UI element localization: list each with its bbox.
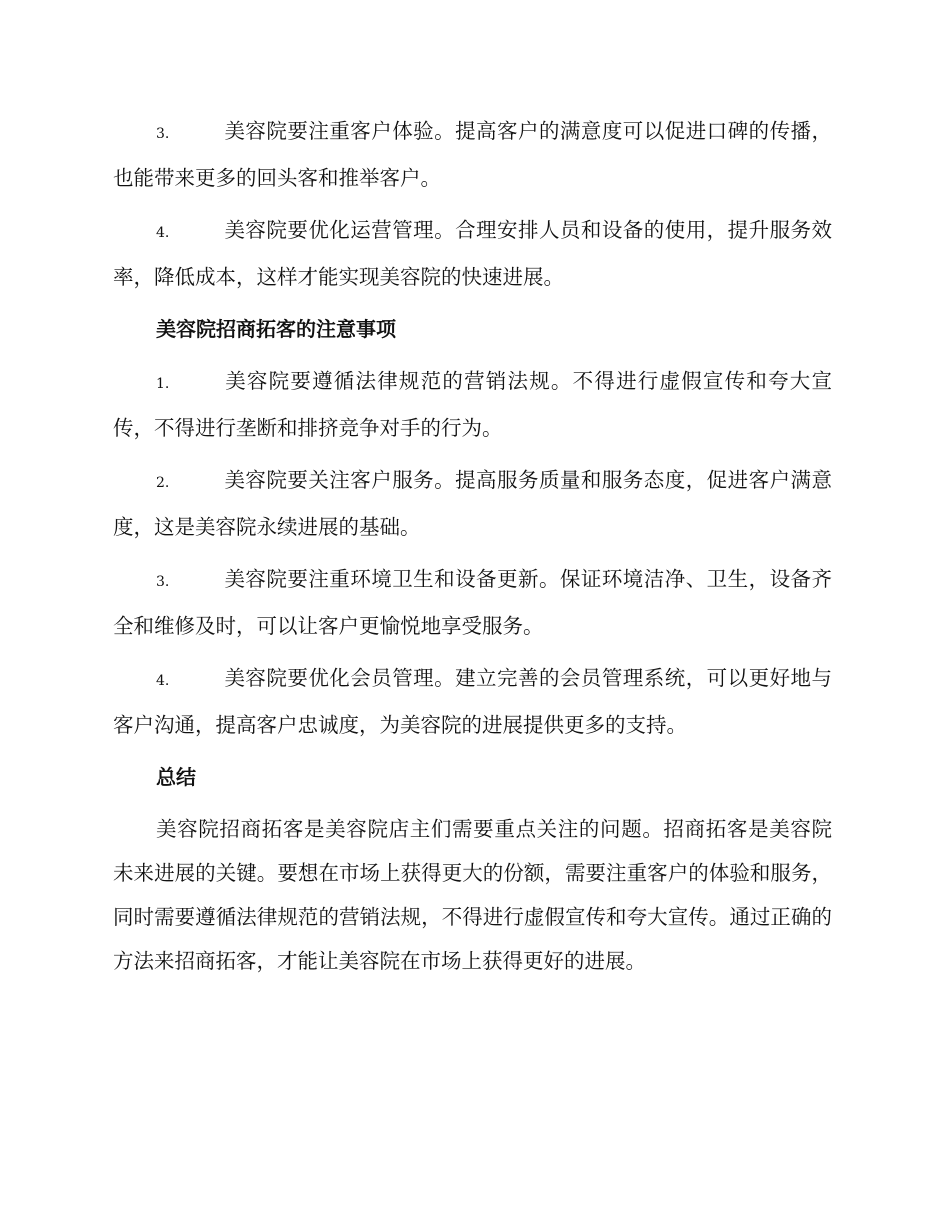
list-item-text: 美容院要遵循法律规范的营销法规。不得进行虚假宣传和夸大宣传，不得进行垄断和排挤竞争对手的行为。 [113, 369, 832, 440]
list-item-number: 4. [156, 225, 170, 241]
list-item [113, 109, 832, 200]
section-heading-precautions: 美容院招商拓客的注意事项 [156, 317, 396, 341]
list-item [113, 656, 832, 747]
section-heading-summary: 总结 [156, 765, 196, 789]
list-item [113, 359, 832, 450]
list-item-number: 1. [156, 376, 170, 392]
list-item-text: 美容院要注重客户体验。提高客户的满意度可以促进口碑的传播，也能带来更多的回头客和推举客户。 [113, 119, 832, 190]
list-item [113, 208, 832, 299]
list-item-number: 2. [156, 475, 170, 491]
list-item-text: 美容院要注重环境卫生和设备更新。保证环境洁净、卫生，设备齐全和维修及时，可以让客户更愉悦地享受服务。 [113, 567, 832, 638]
list-item-number: 3. [156, 126, 170, 142]
list-item-text: 美容院要关注客户服务。提高服务质量和服务态度，促进客户满意度，这是美容院永续进展的基础。 [113, 468, 832, 539]
list-item-number: 3. [156, 574, 170, 590]
summary-paragraph: 美容院招商拓客是美容院店主们需要重点关注的问题。招商拓客是美容院未来进展的关键。要想在市场上获得更大的份额，需要注重客户的体验和服务，同时需要遵循法律规范的营销法规，不得进行虚假宣传和夸大宣传。通过正确的方法来招商拓客，才能让美容院在市场上获得更好的进展。 [113, 817, 832, 973]
list-item-text: 美容院要优化运营管理。合理安排人员和设备的使用，提升服务效率，降低成本，这样才能实现美容院的快速进展。 [113, 218, 832, 289]
list-item [113, 557, 832, 648]
list-item-number: 4. [156, 673, 170, 689]
list-item-text: 美容院要优化会员管理。建立完善的会员管理系统，可以更好地与客户沟通，提高客户忠诚度，为美容院的进展提供更多的支持。 [113, 666, 832, 737]
list-item [113, 458, 832, 549]
